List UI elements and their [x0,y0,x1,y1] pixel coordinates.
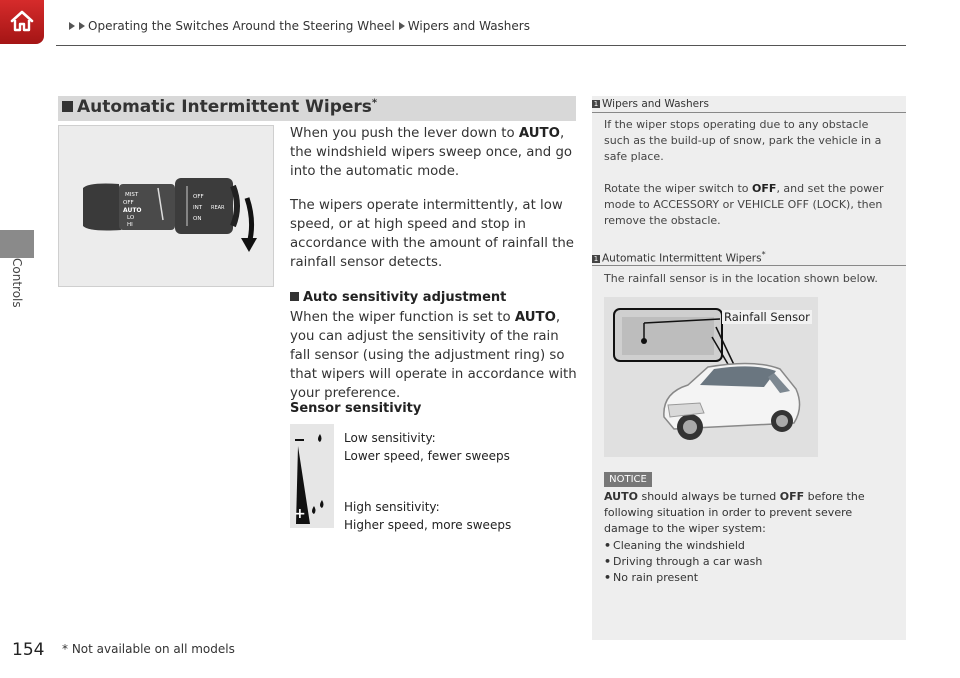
lever-marking: MIST [125,192,139,198]
page-number: 154 [12,640,45,660]
wiper-lever-illustration [58,125,274,287]
body-paragraph: When you push the lever down to AUTO, the windshield wipers sweep once, and go into the automatic mode. [290,126,573,179]
lever-marking: LO [127,215,135,221]
section-title: Automatic Intermittent Wipers* [62,97,377,117]
lever-marking: REAR [211,205,225,211]
lever-marking: INT [193,205,203,211]
footnote: * Not available on all models [62,642,235,656]
subsection-heading: Auto sensitivity adjustment [290,290,506,305]
breadcrumb-arrow-icon [79,22,85,30]
breadcrumb [68,19,530,33]
square-bullet-icon [62,101,73,112]
notice-text: AUTO should always be turned OFF before the following situation in order to prevent severe damage to the wiper system: [604,490,865,535]
home-icon[interactable] [0,0,44,44]
note-title: 1 Automatic Intermittent Wipers* [593,250,766,265]
square-bullet-icon [290,292,299,301]
lever-marking: HI [127,222,133,228]
note-title: 1 Wipers and Washers [593,98,709,110]
list-item: • Cleaning the windshield [604,538,762,554]
lever-marking: OFF [123,200,134,206]
reference-icon: 1 [593,254,599,263]
low-sensitivity-label: Low sensitivity: Lower speed, fewer sweeps [344,431,510,463]
drop-icon [312,506,316,514]
model-footnote-marker: * [371,97,378,109]
note-paragraph: If the wiper stops operating due to any obstacle such as the build-up of snow, park the vehicle in a safe place. [604,118,882,163]
chapter-tab [0,230,34,258]
drop-icon [320,500,324,508]
list-item: • Driving through a car wash [604,554,762,570]
lever-marking: ON [193,216,202,222]
plus-icon: + [294,506,306,522]
note-divider [592,265,906,266]
header-divider [56,45,906,46]
sensitivity-heading: Sensor sensitivity [290,401,422,416]
rainfall-sensor-label: Rainfall Sensor [724,310,810,324]
section-title-bar [58,96,576,121]
lever-marking: OFF [193,194,204,200]
breadcrumb-item[interactable]: Wipers and Washers [407,19,530,33]
note-divider [592,112,906,113]
drop-icon [318,434,322,442]
high-sensitivity-label: High sensitivity: Higher speed, more sweeps [344,500,512,532]
notice-bullet-list [604,538,762,586]
breadcrumb-item[interactable]: Operating the Switches Around the Steering Wheel [88,19,395,33]
notice-badge: NOTICE [604,472,652,487]
breadcrumb-arrow-icon [399,22,405,30]
chapter-label: Controls [10,258,24,308]
body-paragraph: The wipers operate intermittently, at low speed, or at high speed and stop in accordance with the amount of rainfall the rainfall sensor detects. [290,198,574,270]
list-item: • No rain present [604,570,762,586]
reference-icon: 1 [593,100,599,108]
note-paragraph: Rotate the wiper switch to OFF, and set the power mode to ACCESSORY or VEHICLE OFF (LOCK), then remove the obstacle. [604,182,884,227]
body-paragraph: When the wiper function is set to AUTO, you can adjust the sensitivity of the rain fall sensor (using the adjustment ring) so that wipers will operate in accordance with your preference. [290,310,577,401]
note-paragraph: The rainfall sensor is in the location shown below. [604,272,878,285]
sensitivity-scale-illustration [290,424,334,528]
breadcrumb-arrow-icon [69,22,75,30]
down-arrow-icon [247,198,252,244]
lever-marking: AUTO [123,207,142,214]
